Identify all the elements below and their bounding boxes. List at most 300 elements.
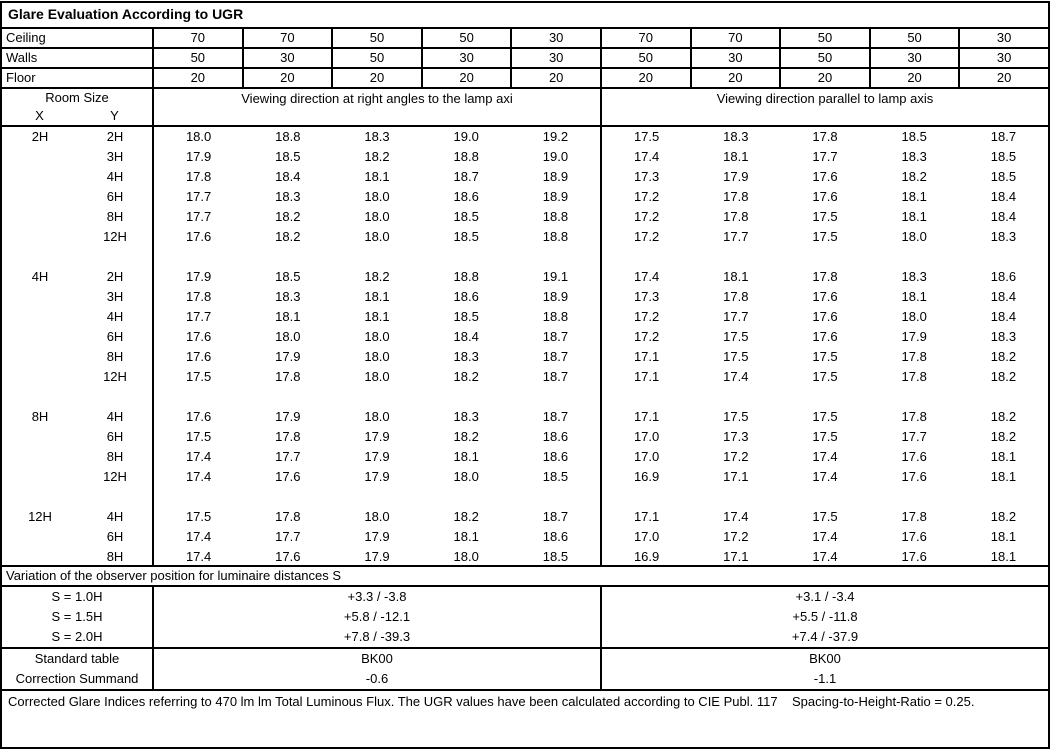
- ugr-value-cell: 18.1: [901, 209, 927, 224]
- ugr-value-cell: 18.7: [990, 129, 1017, 144]
- ugr-value-cell: 18.7: [542, 409, 569, 424]
- ugr-value-cell: 17.5: [723, 409, 749, 424]
- room-y-cell: 6H: [78, 187, 154, 207]
- ugr-value-cell: 17.6: [185, 409, 212, 424]
- surface-value-cell: 50: [871, 29, 961, 47]
- surface-value-cell: 30: [512, 29, 602, 47]
- ugr-value-cell: 17.6: [812, 309, 838, 324]
- value-group-right: [602, 547, 1048, 567]
- room-size-y-label: Y: [110, 108, 119, 123]
- viewing-direction-right-angles-header: Viewing direction at right angles to the lamp axi: [154, 89, 602, 125]
- ugr-value-cell: 17.9: [364, 449, 390, 464]
- table-row: [2, 407, 1048, 427]
- ugr-value-cell: 17.6: [901, 449, 927, 464]
- room-x-cell: [2, 227, 78, 247]
- ugr-value-cell: 18.1: [453, 529, 479, 544]
- room-x-cell: [2, 307, 78, 327]
- room-x-cell: [2, 147, 78, 167]
- value-group-left: [154, 167, 602, 187]
- ugr-value-cell: [780, 487, 869, 507]
- ugr-value-cell: 17.7: [812, 149, 838, 164]
- surface-value-cell: 20: [512, 69, 602, 87]
- surface-row: [2, 49, 1048, 69]
- room-y-cell: 8H: [78, 207, 154, 227]
- variation-row-value-left: +7.8 / -39.3: [154, 627, 602, 647]
- ugr-value-cell: 18.7: [542, 509, 569, 524]
- ugr-value-cell: [959, 487, 1048, 507]
- surface-value-cell: 20: [996, 70, 1012, 85]
- ugr-value-cell: 18.5: [990, 169, 1017, 184]
- room-x-cell: 8H: [31, 409, 49, 424]
- room-y-cell: 6H: [78, 527, 154, 547]
- value-group-right: [602, 347, 1048, 367]
- ugr-value-cell: 18.3: [453, 409, 479, 424]
- ugr-value-cell: [332, 247, 421, 267]
- ugr-value-cell: 18.3: [275, 189, 301, 204]
- ugr-value-cell: 17.7: [275, 529, 301, 544]
- ugr-value-cell: 18.1: [901, 189, 927, 204]
- surface-value-cell: 30: [244, 49, 334, 67]
- ugr-value-cell: 18.5: [542, 469, 569, 484]
- surface-value-cell: 30: [996, 30, 1012, 45]
- ugr-value-cell: 17.4: [723, 509, 749, 524]
- variation-rows: [2, 587, 1048, 649]
- surface-value-cell: 30: [996, 50, 1012, 65]
- ugr-value-cell: 17.5: [812, 349, 838, 364]
- ugr-value-cell: 18.2: [453, 429, 479, 444]
- ugr-value-cell: 18.2: [990, 369, 1017, 384]
- ugr-value-cell: 17.2: [633, 189, 660, 204]
- ugr-value-cell: 17.0: [633, 429, 660, 444]
- ugr-value-cell: 17.7: [185, 309, 212, 324]
- ugr-value-cell: 18.4: [990, 289, 1017, 304]
- ugr-value-cell: 17.5: [812, 209, 838, 224]
- ugr-value-cell: 17.1: [723, 469, 749, 484]
- ugr-value-cell: 17.4: [812, 529, 838, 544]
- ugr-value-cell: 18.0: [364, 409, 390, 424]
- ugr-value-cell: 17.8: [723, 209, 749, 224]
- room-y-cell: 4H: [78, 167, 154, 187]
- ugr-value-cell: 18.0: [364, 189, 390, 204]
- ugr-value-cell: 18.0: [901, 309, 927, 324]
- ugr-value-cell: 18.1: [723, 149, 749, 164]
- ugr-value-cell: 18.1: [364, 289, 390, 304]
- ugr-value-cell: 17.0: [633, 529, 660, 544]
- ugr-value-cell: 18.0: [275, 329, 301, 344]
- ugr-value-cell: 17.8: [723, 289, 749, 304]
- ugr-value-cell: [870, 487, 959, 507]
- ugr-value-cell: 17.4: [185, 449, 212, 464]
- ugr-value-cell: [959, 387, 1048, 407]
- room-x-cell: [2, 547, 78, 567]
- ugr-value-cell: 17.9: [275, 409, 301, 424]
- ugr-value-cell: 17.7: [275, 449, 301, 464]
- table-row: [2, 387, 1048, 407]
- surface-value-cell: 50: [602, 49, 692, 67]
- footer-note: Corrected Glare Indices referring to 470 lm lm Total Luminous Flux. The UGR values have been calculated according to CIE Publ. 117 Spacing-to-Height-Ratio = 0.25.: [8, 694, 975, 709]
- ugr-value-cell: 18.1: [990, 469, 1017, 484]
- ugr-value-cell: 17.0: [633, 449, 660, 464]
- variation-row-label: S = 2.0H: [2, 627, 154, 647]
- ugr-value-cell: 17.6: [812, 189, 838, 204]
- room-size-header: [2, 89, 154, 125]
- value-group-right: [602, 247, 1048, 267]
- ugr-value-cell: 17.3: [633, 169, 660, 184]
- surface-value-cell: 50: [333, 49, 423, 67]
- value-group-right: [602, 207, 1048, 227]
- ugr-value-cell: 18.2: [990, 409, 1017, 424]
- room-size-x-label: X: [35, 108, 44, 123]
- ugr-value-cell: 17.9: [185, 269, 212, 284]
- ugr-value-cell: 18.7: [542, 329, 569, 344]
- ugr-value-cell: 17.2: [723, 529, 749, 544]
- ugr-value-cell: 17.6: [901, 529, 927, 544]
- surface-value-cell: 20: [423, 69, 513, 87]
- ugr-value-cell: 18.6: [453, 189, 479, 204]
- ugr-value-cell: 19.0: [542, 149, 569, 164]
- ugr-value-cell: 17.5: [812, 229, 838, 244]
- variation-section-header: Variation of the observer position for luminaire distances S: [2, 567, 1048, 587]
- table-row: [2, 327, 1048, 347]
- ugr-value-cell: 18.4: [990, 189, 1017, 204]
- surface-row-label: Walls: [2, 49, 154, 67]
- surface-value-cell: 30: [423, 49, 513, 67]
- ugr-value-cell: 17.6: [812, 329, 838, 344]
- value-group-left: [154, 127, 602, 147]
- ugr-value-cell: 17.2: [633, 209, 660, 224]
- surface-value-cell: 20: [333, 69, 423, 87]
- ugr-value-cell: 17.7: [723, 309, 749, 324]
- ugr-value-cell: 17.6: [812, 169, 838, 184]
- room-x-cell: [2, 487, 78, 507]
- room-x-cell: [2, 367, 78, 387]
- ugr-value-cell: 17.3: [723, 429, 749, 444]
- value-group-left: [154, 307, 602, 327]
- ugr-value-cell: [602, 487, 691, 507]
- ugr-value-cell: 18.5: [901, 129, 927, 144]
- room-y-cell: [78, 487, 154, 507]
- ugr-value-cell: [511, 387, 600, 407]
- ugr-value-cell: 18.7: [542, 349, 569, 364]
- surface-value-cell: 50: [154, 49, 244, 67]
- ugr-value-cell: 18.3: [275, 289, 301, 304]
- ugr-value-cell: 18.9: [542, 169, 569, 184]
- column-header-row: [2, 89, 1048, 127]
- ugr-value-cell: 17.9: [364, 549, 390, 564]
- ugr-value-cell: 18.2: [990, 509, 1017, 524]
- value-group-right: [602, 127, 1048, 147]
- surface-value-cell: 30: [871, 49, 961, 67]
- ugr-value-cell: 17.9: [901, 329, 927, 344]
- surface-value-cell: 20: [244, 69, 334, 87]
- ugr-value-cell: 18.0: [364, 369, 390, 384]
- ugr-value-cell: 17.5: [723, 349, 749, 364]
- room-y-cell: 4H: [78, 307, 154, 327]
- ugr-value-cell: 17.1: [633, 509, 660, 524]
- value-group-right: [602, 187, 1048, 207]
- room-y-cell: 8H: [78, 347, 154, 367]
- ugr-value-cell: 17.8: [901, 409, 927, 424]
- surface-reflectance-header: [2, 29, 1048, 89]
- summary-row-label: Correction Summand: [2, 669, 154, 689]
- ugr-value-cell: [154, 487, 243, 507]
- ugr-value-cell: 18.2: [901, 169, 927, 184]
- ugr-value-cell: 16.9: [633, 549, 660, 564]
- room-x-cell: [2, 207, 78, 227]
- value-group-left: [154, 487, 602, 507]
- ugr-value-cell: 18.1: [364, 169, 390, 184]
- ugr-value-cell: 17.7: [185, 209, 212, 224]
- ugr-value-cell: 17.9: [364, 429, 390, 444]
- ugr-value-cell: 18.0: [364, 229, 390, 244]
- value-group-right: [602, 227, 1048, 247]
- ugr-value-cell: 18.3: [453, 349, 479, 364]
- ugr-value-cell: 18.1: [901, 289, 927, 304]
- room-y-cell: [78, 247, 154, 267]
- room-y-cell: 12H: [78, 367, 154, 387]
- ugr-value-cell: 18.1: [364, 309, 390, 324]
- table-row: [2, 507, 1048, 527]
- ugr-value-cell: 18.5: [542, 549, 569, 564]
- ugr-value-cell: 18.2: [453, 509, 479, 524]
- ugr-value-cell: [154, 387, 243, 407]
- ugr-value-cell: 19.1: [542, 269, 569, 284]
- ugr-value-cell: [243, 487, 332, 507]
- room-x-cell: [2, 387, 78, 407]
- value-group-left: [154, 187, 602, 207]
- summary-row-label: Standard table: [2, 649, 154, 669]
- page-title: Glare Evaluation According to UGR: [2, 3, 1048, 29]
- surface-row-label: Floor: [2, 69, 154, 87]
- value-group-left: [154, 427, 602, 447]
- table-row: [2, 287, 1048, 307]
- value-group-left: [154, 147, 602, 167]
- room-y-cell: 3H: [78, 287, 154, 307]
- surface-value-cell: 30: [512, 49, 602, 67]
- value-group-right: [602, 507, 1048, 527]
- ugr-value-cell: 17.8: [185, 169, 212, 184]
- variation-row-value-right: +5.5 / -11.8: [792, 609, 858, 624]
- room-x-cell: [2, 167, 78, 187]
- ugr-value-cell: 16.9: [633, 469, 660, 484]
- ugr-value-cell: 17.8: [275, 369, 301, 384]
- surface-value-cell: 20: [154, 69, 244, 87]
- ugr-value-cell: 18.2: [364, 269, 390, 284]
- ugr-value-cell: 17.6: [901, 469, 927, 484]
- room-x-cell: [2, 187, 78, 207]
- ugr-value-cell: 19.0: [453, 129, 479, 144]
- value-group-left: [154, 547, 602, 567]
- summary-row-value-left: BK00: [154, 649, 602, 669]
- value-group-left: [154, 407, 602, 427]
- ugr-value-cell: [780, 387, 869, 407]
- ugr-value-cell: 18.3: [901, 269, 927, 284]
- ugr-evaluation-table: [0, 1, 1050, 749]
- ugr-value-cell: 17.9: [723, 169, 749, 184]
- ugr-value-cell: 18.0: [364, 329, 390, 344]
- room-x-cell: [2, 347, 78, 367]
- surface-value-cell: 70: [154, 29, 244, 47]
- value-group-left: [154, 347, 602, 367]
- room-x-cell: [2, 287, 78, 307]
- ugr-value-cell: 18.4: [453, 329, 479, 344]
- ugr-value-cell: 18.6: [453, 289, 479, 304]
- summary-row: [2, 669, 1048, 689]
- surface-value-cell: 70: [602, 29, 692, 47]
- surface-row: [2, 69, 1048, 89]
- room-y-cell: 6H: [78, 427, 154, 447]
- table-row: [2, 167, 1048, 187]
- ugr-value-cell: 18.5: [275, 149, 301, 164]
- ugr-value-cell: 18.4: [275, 169, 301, 184]
- ugr-value-cell: 17.5: [185, 429, 212, 444]
- ugr-value-cell: 18.6: [542, 529, 569, 544]
- ugr-value-cell: 17.8: [275, 429, 301, 444]
- ugr-value-cell: 18.5: [453, 209, 479, 224]
- value-group-left: [154, 447, 602, 467]
- ugr-value-cell: 18.1: [990, 549, 1017, 564]
- ugr-value-cell: [422, 387, 511, 407]
- value-group-right: [602, 387, 1048, 407]
- room-x-cell: [2, 467, 78, 487]
- room-y-cell: 8H: [78, 447, 154, 467]
- ugr-value-cell: [691, 387, 780, 407]
- ugr-value-cell: [959, 247, 1048, 267]
- ugr-value-cell: 18.3: [723, 129, 749, 144]
- ugr-value-cell: 18.6: [542, 449, 569, 464]
- value-group-right: [602, 467, 1048, 487]
- value-group-right: [602, 327, 1048, 347]
- ugr-value-cell: [511, 487, 600, 507]
- table-row: [2, 207, 1048, 227]
- ugr-value-cell: 18.1: [990, 449, 1017, 464]
- ugr-value-cell: 18.9: [542, 189, 569, 204]
- ugr-value-cell: 17.6: [185, 349, 212, 364]
- ugr-value-cell: 17.5: [723, 329, 749, 344]
- ugr-value-cell: 18.2: [990, 349, 1017, 364]
- surface-value-cell: 50: [423, 29, 513, 47]
- ugr-value-cell: 17.8: [901, 349, 927, 364]
- summary-row: [2, 649, 1048, 669]
- ugr-value-cell: 17.8: [275, 509, 301, 524]
- ugr-value-cell: 18.3: [364, 129, 390, 144]
- ugr-value-cell: 17.6: [275, 469, 301, 484]
- ugr-value-cell: 17.6: [275, 549, 301, 564]
- ugr-value-cell: 17.4: [185, 529, 212, 544]
- ugr-value-cell: 17.2: [723, 449, 749, 464]
- ugr-value-cell: 17.5: [812, 429, 838, 444]
- ugr-value-cell: 18.5: [453, 309, 479, 324]
- table-row: [2, 527, 1048, 547]
- ugr-value-cell: 17.8: [812, 269, 838, 284]
- ugr-value-cell: [780, 247, 869, 267]
- ugr-value-cell: 17.7: [185, 189, 212, 204]
- ugr-value-cell: 18.8: [542, 309, 569, 324]
- ugr-value-cell: 17.8: [901, 509, 927, 524]
- room-x-cell: [2, 327, 78, 347]
- ugr-value-cell: 17.7: [901, 429, 927, 444]
- room-y-cell: 12H: [78, 467, 154, 487]
- value-group-left: [154, 527, 602, 547]
- ugr-value-cell: 18.4: [990, 209, 1017, 224]
- ugr-value-cell: 17.4: [185, 469, 212, 484]
- ugr-value-cell: 18.6: [990, 269, 1017, 284]
- room-y-cell: 12H: [78, 227, 154, 247]
- ugr-value-cell: 17.5: [812, 369, 838, 384]
- value-group-left: [154, 247, 602, 267]
- value-group-left: [154, 327, 602, 347]
- surface-value-cell: 20: [871, 69, 961, 87]
- ugr-value-cell: 18.6: [542, 429, 569, 444]
- ugr-value-cell: [332, 387, 421, 407]
- ugr-value-cell: 18.3: [901, 149, 927, 164]
- table-row: [2, 267, 1048, 287]
- room-x-cell: [2, 247, 78, 267]
- room-y-cell: [78, 387, 154, 407]
- viewing-direction-parallel-header: Viewing direction parallel to lamp axis: [716, 91, 934, 106]
- table-row: [2, 307, 1048, 327]
- value-group-left: [154, 287, 602, 307]
- table-row: [2, 547, 1048, 567]
- ugr-value-cell: 17.2: [633, 309, 660, 324]
- ugr-value-cell: 18.8: [453, 269, 479, 284]
- room-y-cell: 4H: [78, 507, 154, 527]
- ugr-value-cell: 17.4: [812, 449, 838, 464]
- ugr-value-cell: 18.2: [990, 429, 1017, 444]
- ugr-value-cell: 17.6: [901, 549, 927, 564]
- room-x-cell: 4H: [31, 269, 49, 284]
- ugr-value-cell: 17.2: [633, 229, 660, 244]
- surface-value-cell: 20: [781, 69, 871, 87]
- ugr-value-cell: 18.0: [453, 549, 479, 564]
- ugr-value-cell: 18.8: [453, 149, 479, 164]
- room-y-cell: 4H: [78, 407, 154, 427]
- value-group-left: [154, 387, 602, 407]
- value-group-right: [602, 367, 1048, 387]
- table-row: [2, 187, 1048, 207]
- ugr-value-cell: 18.5: [990, 149, 1017, 164]
- ugr-value-cell: 18.7: [453, 169, 479, 184]
- ugr-value-cell: [154, 247, 243, 267]
- table-row: [2, 247, 1048, 267]
- room-x-cell: [2, 447, 78, 467]
- surface-value-cell: 50: [781, 29, 871, 47]
- ugr-value-cell: 17.4: [812, 469, 838, 484]
- variation-row-value-left: +3.3 / -3.8: [154, 587, 602, 607]
- ugr-value-cell: 17.1: [633, 409, 660, 424]
- value-group-left: [154, 267, 602, 287]
- surface-row-label: Ceiling: [2, 29, 154, 47]
- ugr-value-cell: 19.2: [542, 129, 569, 144]
- ugr-value-cell: 17.9: [364, 529, 390, 544]
- surface-value-cell: 70: [692, 29, 782, 47]
- ugr-value-cell: [602, 387, 691, 407]
- ugr-value-cell: 17.5: [633, 129, 660, 144]
- variation-row-value-right: +3.1 / -3.4: [795, 589, 855, 604]
- value-group-right: [602, 447, 1048, 467]
- ugr-value-cell: 17.5: [812, 409, 838, 424]
- ugr-value-cell: 17.9: [364, 469, 390, 484]
- ugr-value-cell: [243, 247, 332, 267]
- surface-value-cell: 30: [692, 49, 782, 67]
- ugr-value-cell: 18.8: [275, 129, 301, 144]
- value-group-right: [602, 287, 1048, 307]
- ugr-value-cell: 18.2: [364, 149, 390, 164]
- ugr-value-cell: 18.0: [364, 349, 390, 364]
- room-y-cell: 2H: [78, 267, 154, 287]
- ugr-value-cell: 17.6: [185, 329, 212, 344]
- ugr-value-cell: 18.2: [453, 369, 479, 384]
